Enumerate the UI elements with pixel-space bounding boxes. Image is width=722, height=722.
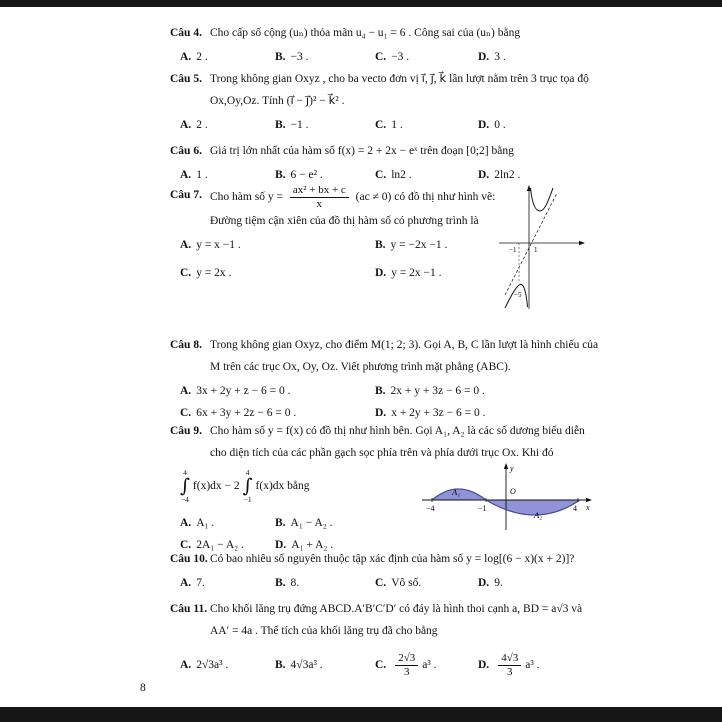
question-text: Trong không gian Oxyz , cho ba vecto đơn vị i⃗, j⃗, k⃗ lần lượt nằm trên 3 trục tọa độ Ox,Oy,Oz. Tính (i⃗ − j⃗)² − k⃗² . bbox=[210, 73, 589, 107]
x-tick-label: −4 bbox=[426, 504, 435, 513]
region-a2-label: A₂ bbox=[534, 510, 543, 520]
option-c: C. Vô số. bbox=[375, 577, 422, 589]
question-text: Trong không gian Oxyz, cho điểm M(1; 2; 3). Gọi A, B, C lần lượt là hình chiếu của M trên các trục Ox, Oy, Oz. Viết phương trình mặt phẳng (ABC). bbox=[210, 339, 599, 373]
question-text: Có bao nhiêu số nguyên thuộc tập xác định của hàm số y = log[(6 − x)(x + 2)]? bbox=[210, 553, 575, 565]
question-label: Câu 11. bbox=[170, 603, 208, 615]
graph-cau7 bbox=[497, 183, 587, 311]
x-axis-arrow bbox=[579, 241, 585, 245]
origin-label: O bbox=[510, 487, 516, 496]
options-row bbox=[180, 652, 602, 678]
option-a: A. 3x + 2y + z − 6 = 0 . bbox=[180, 385, 291, 397]
option-d: D. y = 2x −1 . bbox=[375, 267, 442, 280]
curve-upper-branch bbox=[531, 188, 554, 211]
question-text: Cho khối lăng trụ đứng ABCD.A′B′C′D′ có đáy là hình thoi cạnh a, BD = a√3 và AA′ = 4a . Thể tích của khối lăng trụ đã cho bằng bbox=[210, 603, 583, 637]
option-b: B. −1 . bbox=[275, 119, 309, 131]
integral-icon: ∫ bbox=[180, 474, 190, 497]
option-a: A. 2 . bbox=[180, 51, 208, 63]
option-b: B. y = −2x −1 . bbox=[375, 239, 448, 252]
option-c: C. −3 . bbox=[375, 51, 410, 63]
option-b: B. 8. bbox=[275, 577, 300, 589]
option-c: C. 2A₁ − A₂ . bbox=[180, 539, 244, 551]
option-a: A. 7. bbox=[180, 577, 205, 589]
options-grid bbox=[180, 234, 520, 284]
question-8 bbox=[170, 334, 602, 424]
integral-expression: 4 ∫ −4 f(x)dx − 2 4 ∫ −1 f(x)dx bằng bbox=[180, 468, 310, 504]
option-d: D. x + 2y + 3z − 6 = 0 . bbox=[375, 407, 486, 419]
options-grid bbox=[180, 380, 602, 424]
slant-asymptote bbox=[505, 193, 557, 295]
x-tick-label: 4 bbox=[573, 504, 577, 513]
x-tick-label: −1 bbox=[478, 504, 487, 513]
question-label: Câu 9. bbox=[170, 425, 202, 437]
option-c: C. 1 . bbox=[375, 119, 403, 131]
fraction: $\frac{\text{ax² + bx + c}}{x}$ bbox=[290, 184, 349, 210]
option-b: B. 2x + y + 3z − 6 = 0 . bbox=[375, 385, 485, 397]
question-6 bbox=[170, 140, 602, 186]
x-axis-arrow bbox=[586, 498, 592, 502]
option-d: D. 2ln2 . bbox=[478, 169, 521, 181]
question-label: Câu 8. bbox=[170, 339, 202, 351]
bottom-edge-bar bbox=[0, 707, 722, 722]
question-text: Cho hàm số y = f(x) có đồ thị như hình bên. Gọi A₁, A₂ là các số dương biểu diễn cho diện tích của các phần gạch sọc phía trên và phía dưới trục Ox. Khi đó bbox=[210, 425, 585, 459]
option-d: D. $\frac{4√3}{3}$ a³ . bbox=[478, 652, 540, 678]
question-label: Câu 7. bbox=[170, 189, 202, 201]
option-b: B. A₁ − A₂ . bbox=[275, 517, 333, 529]
y-tick-label: −5 bbox=[514, 291, 522, 299]
option-d: D. 3 . bbox=[478, 51, 506, 63]
option-b: B. 6 − e² . bbox=[275, 169, 323, 181]
question-text: Cho hàm số y = $\frac{\text{ax² + bx + c}}{x}$ (ac ≠ 0) có đồ thị như hình vẽ: Đường tiệm cận xiên của đồ thị hàm số có phương trình là bbox=[210, 184, 496, 228]
y-axis-label: y bbox=[510, 464, 514, 473]
question-label: Câu 5. bbox=[170, 73, 202, 85]
option-a: A. 1 . bbox=[180, 169, 208, 181]
option-d: D. 9. bbox=[478, 577, 503, 589]
top-edge-bar bbox=[0, 0, 722, 7]
graph-cau9 bbox=[418, 458, 598, 538]
question-11 bbox=[170, 598, 602, 678]
question-text: Cho cấp số cộng (uₙ) thỏa mãn u₄ − u₁ = 6 . Công sai của (uₙ) bằng bbox=[210, 27, 521, 39]
question-label: Câu 6. bbox=[170, 145, 202, 157]
x-tick-label: −1 bbox=[509, 246, 517, 254]
integral-1: 4 ∫ −4 bbox=[180, 468, 190, 504]
integral-icon: ∫ bbox=[242, 474, 253, 497]
option-b: B. −3 . bbox=[275, 51, 309, 63]
options-row bbox=[180, 114, 602, 136]
question-text: Giá trị lớn nhất của hàm số f(x) = 2 + 2x − eˣ trên đoạn [0;2] bằng bbox=[210, 145, 514, 157]
option-c: C. $\frac{2√3}{3}$ a³ . bbox=[375, 652, 437, 678]
page-number: 8 bbox=[140, 682, 146, 694]
question-label: Câu 4. bbox=[170, 27, 202, 39]
option-c: C. ln2 . bbox=[375, 169, 412, 181]
x-tick-label: 1 bbox=[534, 246, 538, 254]
option-d: D. A₁ + A₂ . bbox=[275, 539, 334, 551]
question-10 bbox=[170, 548, 602, 594]
region-a1-label: A₁ bbox=[452, 487, 461, 497]
option-a: A. A₁ . bbox=[180, 517, 215, 529]
integral-2: 4 ∫ −1 bbox=[242, 468, 253, 504]
options-row bbox=[180, 46, 602, 68]
option-d: D. 0 . bbox=[478, 119, 506, 131]
option-c: C. y = 2x . bbox=[180, 267, 232, 280]
question-5 bbox=[170, 68, 602, 136]
option-a: A. 2 . bbox=[180, 119, 208, 131]
option-c: C. 6x + 3y + 2z − 6 = 0 . bbox=[180, 407, 297, 419]
fraction: $\frac{4√3}{3}$ bbox=[498, 652, 521, 678]
x-axis-label: x bbox=[586, 503, 590, 512]
fraction: $\frac{2√3}{3}$ bbox=[395, 652, 418, 678]
question-label: Câu 10. bbox=[170, 553, 208, 565]
question-4 bbox=[170, 22, 602, 68]
option-a: A. y = x −1 . bbox=[180, 239, 241, 252]
options-row bbox=[180, 572, 602, 594]
option-b: B. 4√3a³ . bbox=[275, 659, 323, 672]
option-a: A. 2√3a³ . bbox=[180, 659, 229, 672]
y-axis-arrow bbox=[504, 463, 508, 469]
